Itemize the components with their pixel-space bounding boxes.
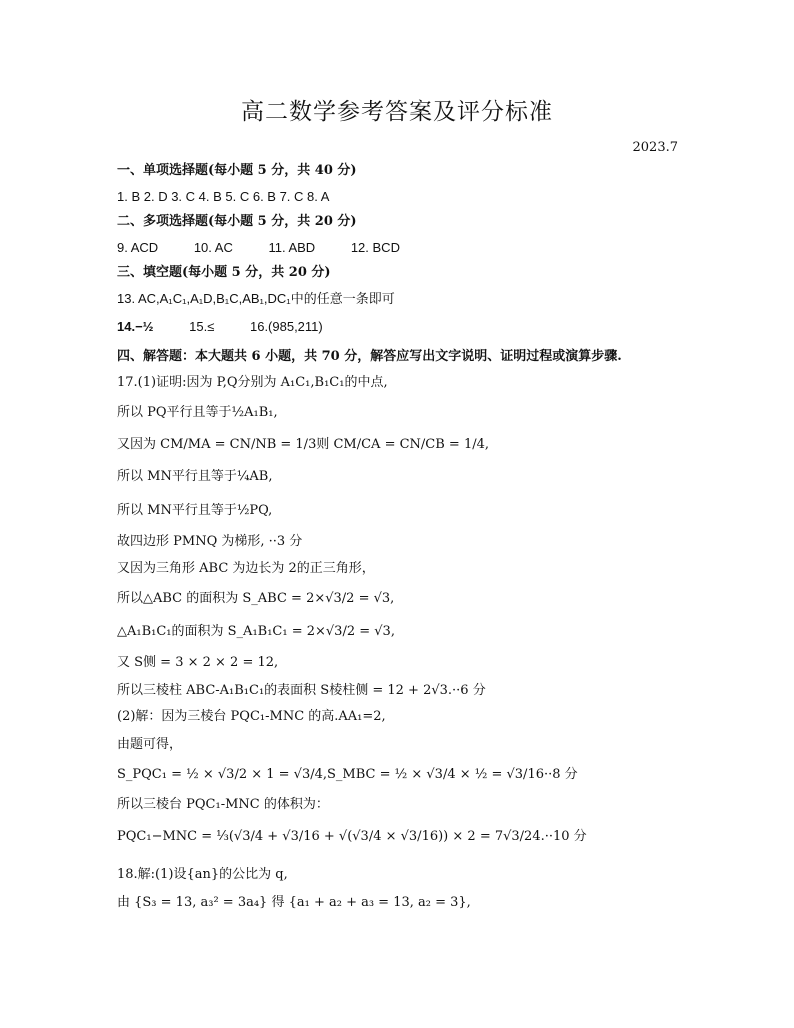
answer-14: 14.−½ bbox=[117, 319, 154, 334]
answer-10: 10. AC bbox=[193, 240, 233, 255]
p18-line-2: 由 {S₃ = 13, a₃² = 3a₄} 得 {a₁ + a₂ + a₃ = 13, a₂ = 3}, bbox=[117, 895, 471, 910]
p18-line-1: 18.解:(1)设{an}的公比为 q, bbox=[117, 867, 288, 882]
p17-line-8: 所以△ABC 的面积为 S_ABC = 2×√3/2 = √3, bbox=[117, 591, 395, 606]
p17-line-15: 所以三棱台 PQC₁-MNC 的体积为： bbox=[117, 797, 329, 812]
p17-line-13: 由题可得， bbox=[117, 737, 183, 752]
answer-12: 12. BCD bbox=[350, 240, 400, 255]
page-title: 高二数学参考答案及评分标准 bbox=[241, 99, 553, 125]
p17-line-16: PQC₁−MNC = ⅓(√3/4 + √3/16 + √(√3/4 × √3/16)) × 2 = 7√3/24.··10 分 bbox=[117, 829, 587, 844]
section-1-answers: 1. B 2. D 3. C 4. B 5. C 6. B 7. C 8. A bbox=[117, 189, 330, 204]
answer-16: 16.(985,211) bbox=[249, 319, 323, 334]
p17-line-12: (2)解：因为三棱台 PQC₁-MNC 的高.AA₁=2, bbox=[117, 709, 386, 724]
p17-line-5: 所以 MN平行且等于½PQ, bbox=[117, 503, 273, 518]
answer-13: 13. AC,A₁C₁,A₁D,B₁C,AB₁,DC₁中的任意一条即可 bbox=[117, 291, 395, 306]
p17-line-4: 所以 MN平行且等于¼AB, bbox=[117, 469, 273, 484]
p17-line-3: 又因为 CM/MA = CN/NB = 1/3则 CM/CA = CN/CB = 1/4, bbox=[117, 437, 490, 452]
section-1-heading: 一、单项选择题(每小题 5 分，共 40 分) bbox=[117, 163, 357, 178]
p17-line-6: 故四边形 PMNQ 为梯形, ··3 分 bbox=[117, 534, 303, 549]
section-3-answers bbox=[117, 318, 323, 336]
p17-line-1: 17.(1)证明:因为 P,Q分别为 A₁C₁,B₁C₁的中点, bbox=[117, 375, 388, 390]
p17-line-7: 又因为三角形 ABC 为边长为 2的正三角形， bbox=[117, 561, 375, 576]
p17-line-14: S_PQC₁ = ½ × √3/2 × 1 = √3/4,S_MBC = ½ × √3/4 × ½ = √3/16··8 分 bbox=[117, 767, 578, 782]
p17-line-11: 所以三棱柱 ABC-A₁B₁C₁的表面积 S棱柱侧 = 12 + 2√3.··6 分 bbox=[117, 683, 486, 698]
p17-line-10: 又 S侧 = 3 × 2 × 2 = 12, bbox=[117, 655, 279, 670]
date: 2023.7 bbox=[632, 140, 678, 155]
section-3-heading: 三、填空题(每小题 5 分，共 20 分) bbox=[117, 265, 331, 280]
section-4-heading: 四、解答题：本大题共 6 小题，共 70 分，解答应写出文字说明、证明过程或演算步骤. bbox=[117, 349, 622, 364]
p17-line-9: △A₁B₁C₁的面积为 S_A₁B₁C₁ = 2×√3/2 = √3, bbox=[117, 624, 395, 639]
answer-11: 11. ABD bbox=[268, 240, 316, 255]
answer-9: 9. ACD bbox=[117, 240, 159, 255]
p17-line-2: 所以 PQ平行且等于½A₁B₁, bbox=[117, 405, 278, 420]
section-2-heading: 二、多项选择题(每小题 5 分，共 20 分) bbox=[117, 214, 357, 229]
answer-15: 15.≤ bbox=[189, 319, 215, 334]
section-2-answers bbox=[117, 239, 400, 257]
